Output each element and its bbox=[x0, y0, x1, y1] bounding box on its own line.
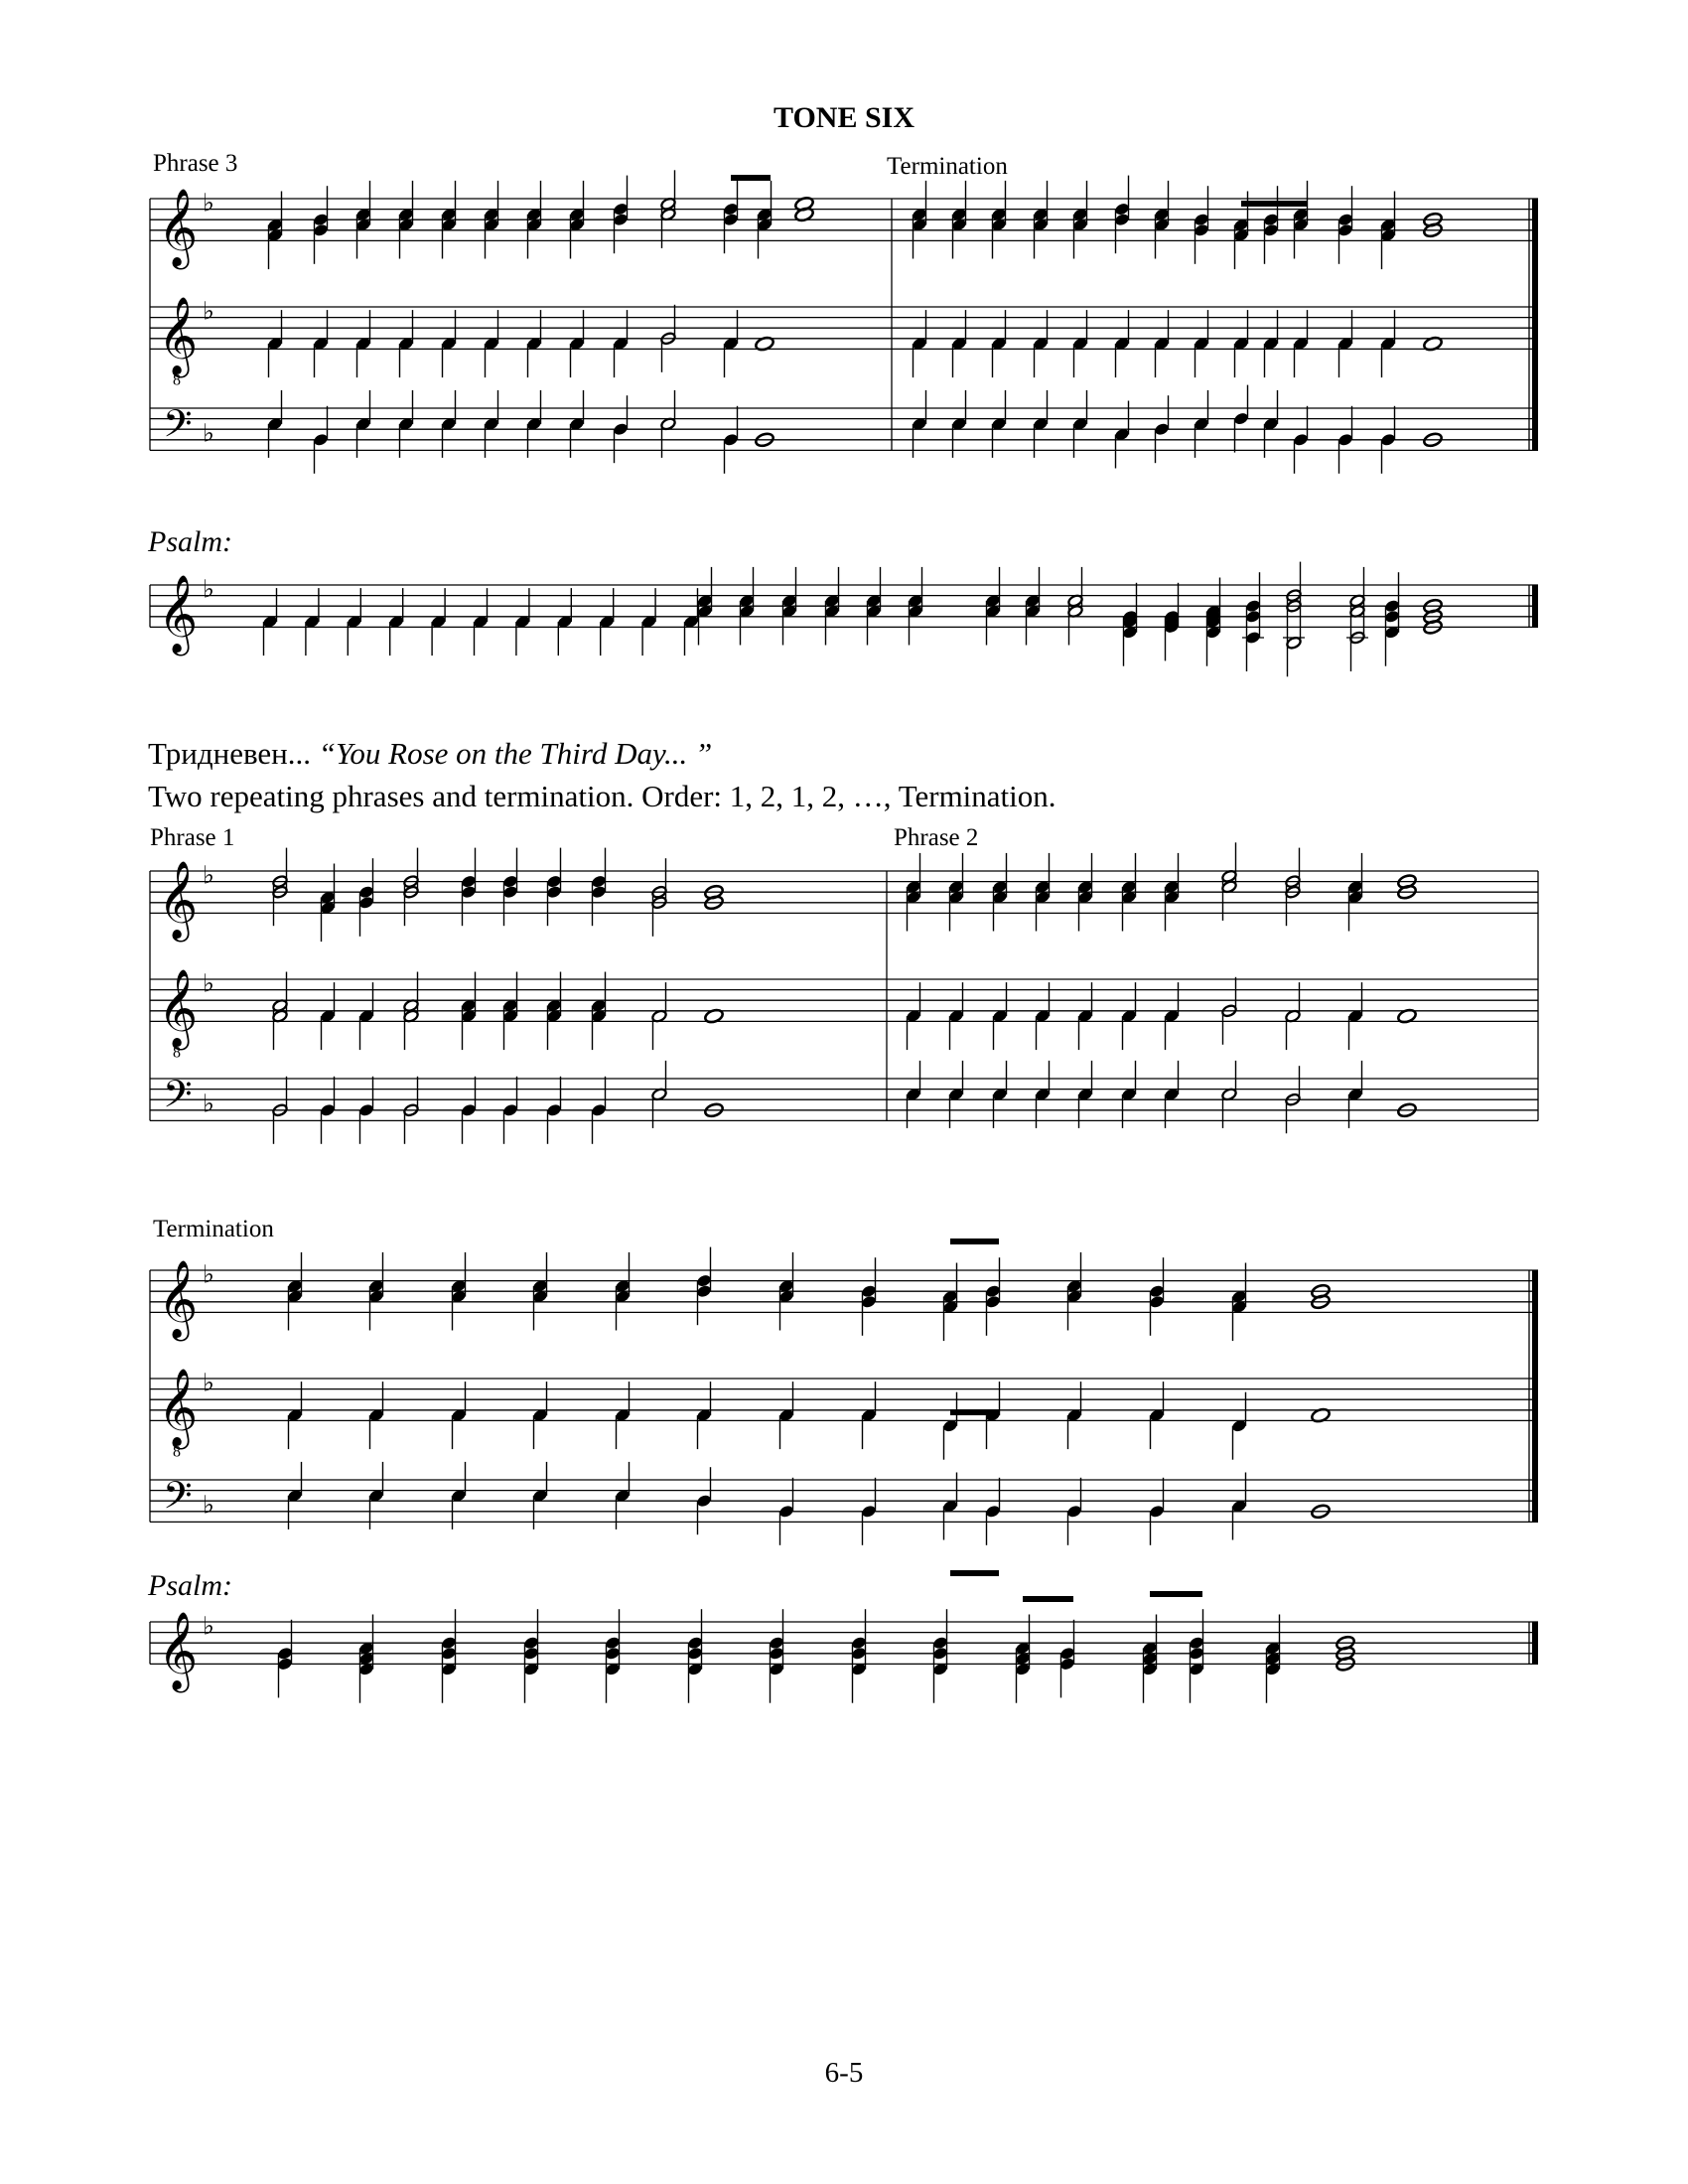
flat-sign: ♭ bbox=[203, 188, 214, 218]
beam bbox=[950, 1409, 999, 1415]
flat-sign: ♭ bbox=[203, 1259, 214, 1289]
bass-clef: 𝄢 bbox=[163, 1472, 193, 1527]
instructions-text: Two repeating phrases and termination. Order: 1, 2, 1, 2, …, Termination. bbox=[148, 779, 1056, 813]
treble-clef: 𝄞 bbox=[158, 860, 199, 940]
clef-8-mark: 8 bbox=[173, 371, 181, 389]
hymn-name: Тридневен... bbox=[148, 736, 312, 771]
flat-sign: ♭ bbox=[203, 296, 214, 326]
phrase-3-label: Phrase 3 bbox=[153, 150, 238, 177]
termination-label: Termination bbox=[887, 153, 1008, 180]
phrase-1-label: Phrase 1 bbox=[150, 824, 235, 851]
page-number: 6-5 bbox=[824, 2057, 864, 2089]
treble-clef: 𝄞 bbox=[158, 1368, 199, 1447]
beam bbox=[950, 1238, 999, 1244]
page-title: TONE SIX bbox=[773, 101, 914, 134]
bass-clef: 𝄢 bbox=[163, 1071, 193, 1125]
beam bbox=[950, 1570, 999, 1576]
bass-clef: 𝄢 bbox=[163, 400, 193, 455]
psalm-label: Psalm: bbox=[148, 525, 232, 558]
clef-8-mark: 8 bbox=[173, 1443, 181, 1461]
termination-label-2: Termination bbox=[153, 1216, 274, 1242]
flat-sign: ♭ bbox=[203, 968, 214, 998]
beam bbox=[1150, 1591, 1202, 1597]
flat-sign: ♭ bbox=[203, 1368, 214, 1397]
flat-sign: ♭ bbox=[203, 418, 214, 448]
phrase-2-label: Phrase 2 bbox=[894, 824, 979, 851]
flat-sign: ♭ bbox=[203, 860, 214, 890]
flat-sign: ♭ bbox=[203, 1611, 214, 1641]
psalm-label-2: Psalm: bbox=[148, 1569, 232, 1602]
flat-sign: ♭ bbox=[203, 1490, 214, 1520]
treble-clef: 𝄞 bbox=[158, 574, 199, 654]
treble-clef: 𝄞 bbox=[158, 968, 199, 1048]
flat-sign: ♭ bbox=[203, 1089, 214, 1118]
treble-clef: 𝄞 bbox=[158, 296, 199, 375]
beam bbox=[1241, 201, 1307, 207]
hymn-translation: “You Rose on the Third Day... ” bbox=[318, 736, 713, 771]
beam bbox=[731, 175, 771, 181]
treble-clef: 𝄞 bbox=[158, 1611, 199, 1690]
treble-clef: 𝄞 bbox=[158, 1259, 199, 1339]
treble-clef: 𝄞 bbox=[158, 188, 199, 267]
flat-sign: ♭ bbox=[203, 574, 214, 604]
beam bbox=[1023, 1596, 1073, 1602]
clef-8-mark: 8 bbox=[173, 1044, 181, 1062]
